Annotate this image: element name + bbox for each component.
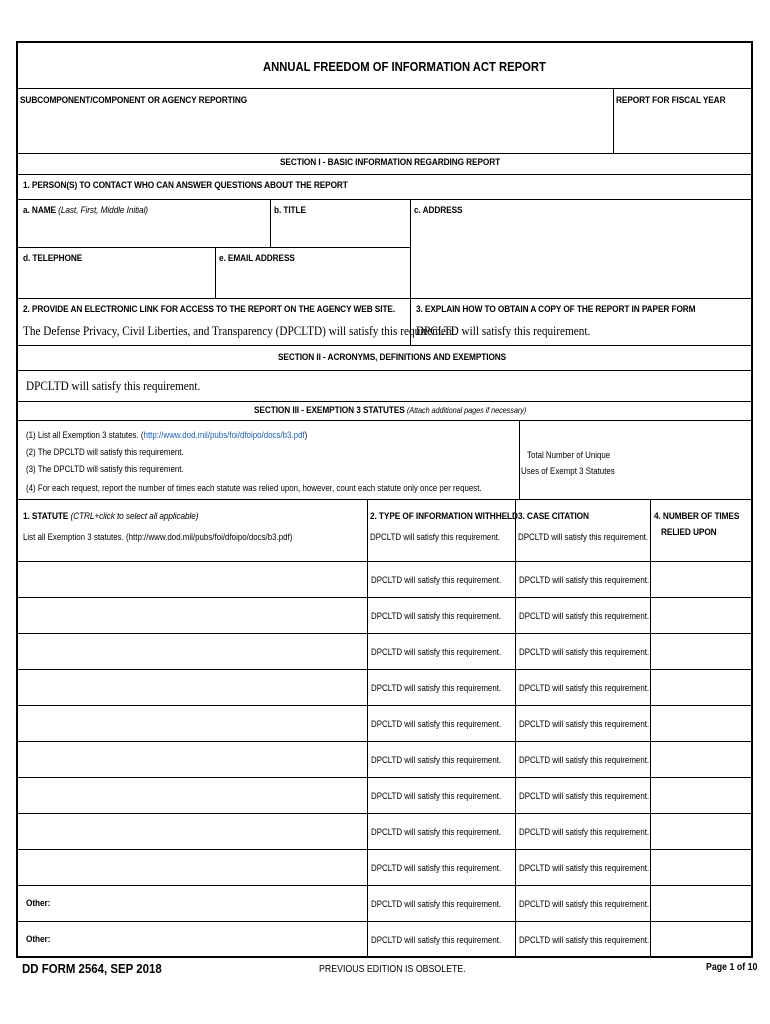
table-row: [18, 921, 751, 957]
name-label: a. NAME (Last, First, Middle Initial): [23, 205, 148, 215]
row-type-withheld[interactable]: DPCLTD will satisfy this requirement.: [371, 791, 502, 801]
row-type-withheld[interactable]: DPCLTD will satisfy this requirement.: [371, 611, 502, 621]
row-times-relied-field[interactable]: [654, 599, 748, 631]
row-times-relied-field[interactable]: [654, 923, 748, 955]
row-case-citation[interactable]: DPCLTD will satisfy this requirement.: [519, 935, 650, 945]
row-times-relied-field[interactable]: [654, 707, 748, 739]
form-title: ANNUAL FREEDOM OF INFORMATION ACT REPORT: [263, 60, 546, 74]
row-case-citation[interactable]: DPCLTD will satisfy this requirement.: [519, 755, 650, 765]
row-case-citation[interactable]: DPCLTD will satisfy this requirement.: [519, 575, 650, 585]
row-case-citation[interactable]: DPCLTD will satisfy this requirement.: [519, 719, 650, 729]
address-label: c. ADDRESS: [414, 205, 463, 215]
table-row: [18, 885, 751, 921]
form-id: DD FORM 2564, SEP 2018: [22, 961, 162, 976]
section-3-header: SECTION III - EXEMPTION 3 STATUTES (Attach additional pages if necessary): [254, 405, 527, 415]
title-label: b. TITLE: [274, 205, 306, 215]
row-type-withheld[interactable]: DPCLTD will satisfy this requirement.: [371, 647, 502, 657]
question-2-label: 2. PROVIDE AN ELECTRONIC LINK FOR ACCESS TO THE REPORT ON THE AGENCY WEB SITE.: [23, 304, 396, 314]
subcomponent-label: SUBCOMPONENT/COMPONENT OR AGENCY REPORTING: [20, 95, 248, 105]
telephone-label: d. TELEPHONE: [23, 253, 83, 263]
instruction-1: (1) List all Exemption 3 statutes. (http://www.dod.mil/pubs/foi/dfoipo/docs/b3.pdf): [26, 430, 308, 440]
row-times-relied-field[interactable]: [654, 563, 748, 595]
row-type-withheld[interactable]: DPCLTD will satisfy this requirement.: [371, 683, 502, 693]
table-row: [18, 597, 751, 633]
row-statute[interactable]: Other:: [26, 898, 51, 908]
row-times-relied-field[interactable]: [654, 815, 748, 847]
email-label: e. EMAIL ADDRESS: [219, 253, 295, 263]
row-times-relied-field[interactable]: [654, 779, 748, 811]
statute-list-select[interactable]: List all Exemption 3 statutes. (http://www.dod.mil/pubs/foi/dfoipo/docs/b3.pdf): [23, 532, 293, 542]
page-number: Page 1 of 10: [706, 962, 758, 973]
web-link-field[interactable]: The Defense Privacy, Civil Liberties, and Transparency (DPCLTD) will satisfy this requirement.: [23, 324, 458, 338]
b3-statutes-link[interactable]: http://www.dod.mil/pubs/foi/dfoipo/docs/b3.pdf: [143, 430, 305, 440]
subcomponent-field[interactable]: [20, 109, 610, 149]
telephone-field[interactable]: [20, 267, 212, 295]
title-field[interactable]: [273, 219, 407, 245]
instruction-4: (4) For each request, report the number of times each statute was relied upon, however, count each statute only once per request.: [26, 483, 482, 493]
citation-field-header[interactable]: DPCLTD will satisfy this requirement.: [518, 532, 649, 542]
row-case-citation[interactable]: DPCLTD will satisfy this requirement.: [519, 647, 650, 657]
fiscal-year-field[interactable]: [616, 109, 749, 149]
row-case-citation[interactable]: DPCLTD will satisfy this requirement.: [519, 611, 650, 621]
instruction-2: (2) The DPCLTD will satisfy this requirement.: [26, 447, 184, 457]
row-statute[interactable]: Other:: [26, 934, 51, 944]
address-field[interactable]: [414, 219, 749, 296]
row-case-citation[interactable]: DPCLTD will satisfy this requirement.: [519, 863, 650, 873]
name-field[interactable]: [20, 219, 266, 245]
edition-note: PREVIOUS EDITION IS OBSOLETE.: [319, 964, 466, 975]
table-row: [18, 705, 751, 741]
column-citation-header: 3. CASE CITATION: [518, 511, 589, 521]
question-1-label: 1. PERSON(S) TO CONTACT WHO CAN ANSWER QUESTIONS ABOUT THE REPORT: [23, 180, 348, 190]
total-unique-label-1: Total Number of Unique: [527, 450, 611, 460]
table-row: [18, 777, 751, 813]
row-case-citation[interactable]: DPCLTD will satisfy this requirement.: [519, 683, 650, 693]
row-type-withheld[interactable]: DPCLTD will satisfy this requirement.: [371, 899, 502, 909]
row-times-relied-field[interactable]: [654, 743, 748, 775]
table-row: [18, 813, 751, 849]
column-count-header-1: 4. NUMBER OF TIMES: [654, 511, 740, 521]
fiscal-year-label: REPORT FOR FISCAL YEAR: [616, 95, 726, 105]
column-count-header-2: RELIED UPON: [661, 527, 717, 537]
table-row: [18, 849, 751, 885]
table-row: [18, 741, 751, 777]
instruction-3: (3) The DPCLTD will satisfy this requirement.: [26, 464, 184, 474]
total-unique-label-2: Uses of Exempt 3 Statutes: [521, 466, 615, 476]
type-field-header[interactable]: DPCLTD will satisfy this requirement.: [370, 532, 501, 542]
table-row: [18, 561, 751, 597]
row-type-withheld[interactable]: DPCLTD will satisfy this requirement.: [371, 827, 502, 837]
table-row: [18, 669, 751, 705]
column-type-header: 2. TYPE OF INFORMATION WITHHELD: [370, 511, 518, 521]
column-statute-header: 1. STATUTE (CTRL+click to select all applicable): [23, 511, 199, 521]
paper-copy-field[interactable]: DPCLTD will satisfy this requirement.: [416, 324, 591, 338]
email-field[interactable]: [218, 267, 407, 295]
foia-report-form: [16, 41, 753, 958]
row-type-withheld[interactable]: DPCLTD will satisfy this requirement.: [371, 863, 502, 873]
acronyms-field[interactable]: DPCLTD will satisfy this requirement.: [26, 379, 201, 393]
table-row: [18, 633, 751, 669]
row-type-withheld[interactable]: DPCLTD will satisfy this requirement.: [371, 719, 502, 729]
row-type-withheld[interactable]: DPCLTD will satisfy this requirement.: [371, 755, 502, 765]
row-type-withheld[interactable]: DPCLTD will satisfy this requirement.: [371, 575, 502, 585]
row-times-relied-field[interactable]: [654, 851, 748, 883]
question-3-label: 3. EXPLAIN HOW TO OBTAIN A COPY OF THE REPORT IN PAPER FORM: [416, 304, 696, 314]
row-times-relied-field[interactable]: [654, 635, 748, 667]
row-type-withheld[interactable]: DPCLTD will satisfy this requirement.: [371, 935, 502, 945]
section-2-header: SECTION II - ACRONYMS, DEFINITIONS AND EXEMPTIONS: [278, 352, 507, 362]
row-case-citation[interactable]: DPCLTD will satisfy this requirement.: [519, 791, 650, 801]
row-case-citation[interactable]: DPCLTD will satisfy this requirement.: [519, 827, 650, 837]
row-case-citation[interactable]: DPCLTD will satisfy this requirement.: [519, 899, 650, 909]
row-times-relied-field[interactable]: [654, 671, 748, 703]
row-times-relied-field[interactable]: [654, 887, 748, 919]
section-1-header: SECTION I - BASIC INFORMATION REGARDING REPORT: [280, 157, 501, 167]
